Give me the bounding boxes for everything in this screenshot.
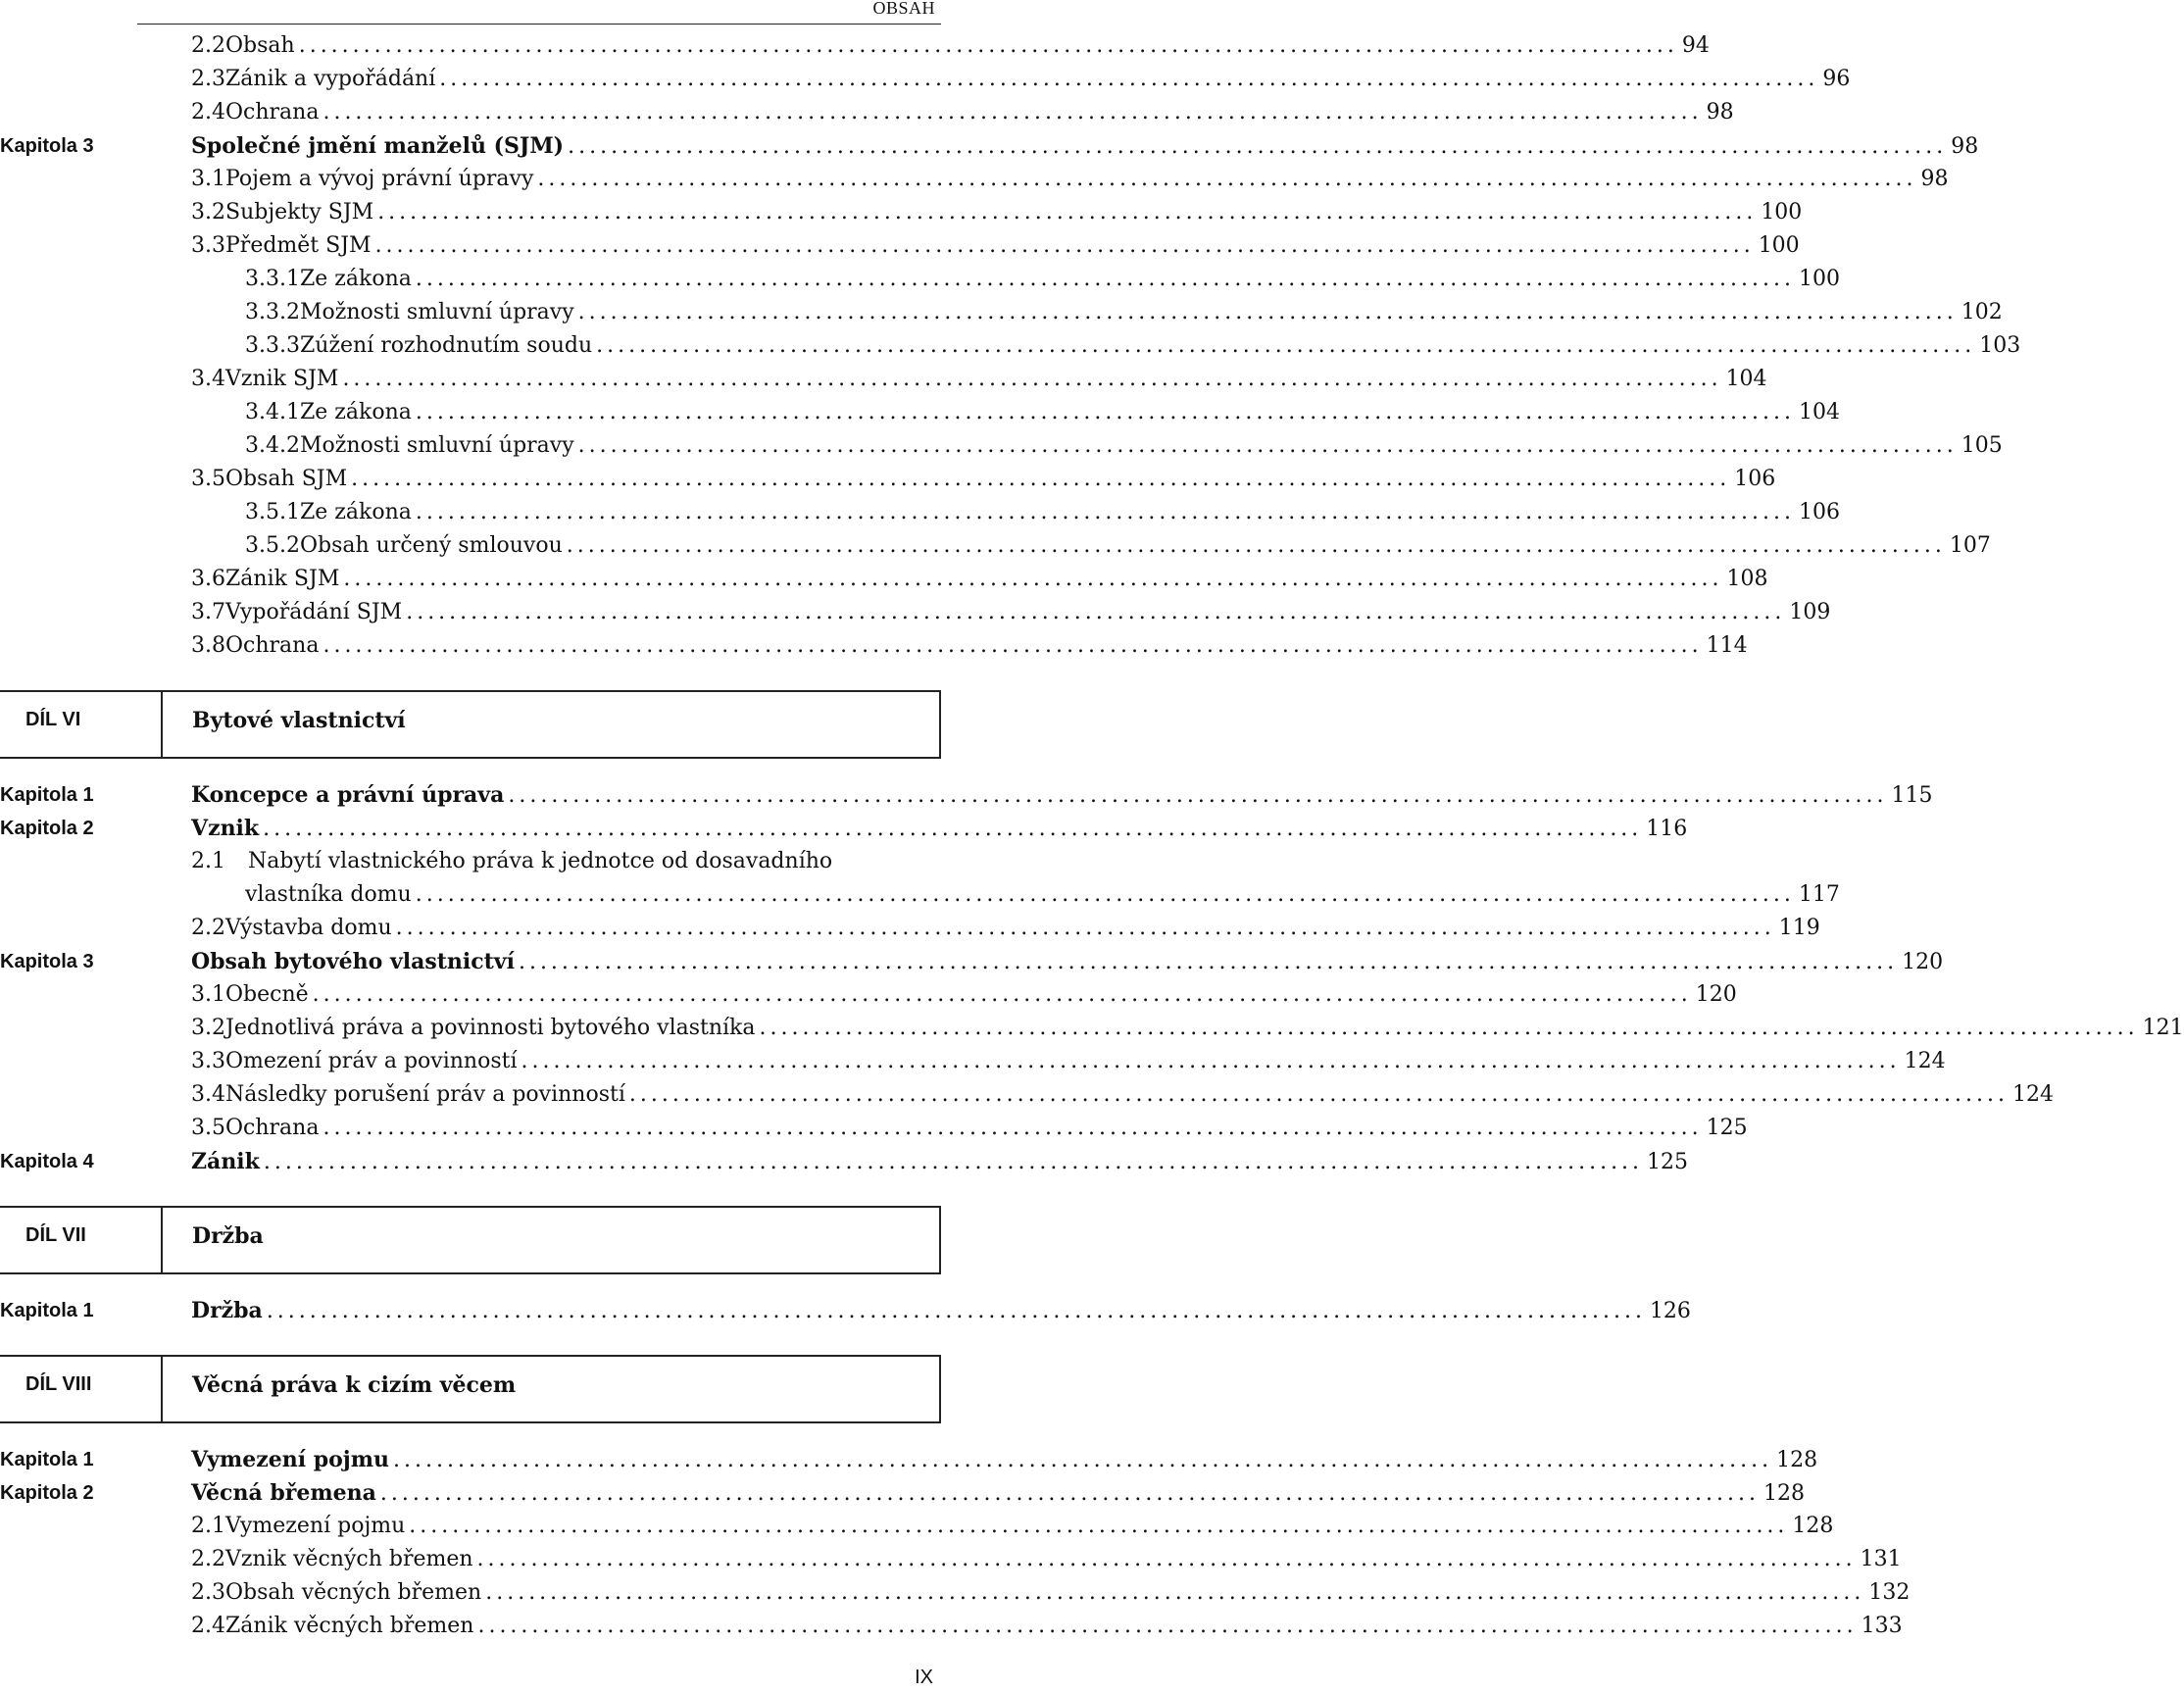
toc-chapter-row[interactable] — [0, 778, 1933, 812]
toc-title: Možnosti smluvní úpravy — [299, 300, 574, 324]
toc-row[interactable] — [0, 1112, 1748, 1145]
toc-row[interactable] — [0, 429, 2003, 463]
leader-dots: ................................................................................................................................ — [518, 950, 1899, 974]
toc-row[interactable] — [0, 845, 941, 878]
toc-number: 2.4 — [191, 1614, 225, 1638]
chapter-title: Koncepce a právní úprava — [191, 782, 505, 808]
toc-number: 3.4.2 — [245, 433, 300, 458]
leader-dots: ................................................................................................................................ — [596, 333, 1976, 358]
toc-number: 3.1 — [191, 982, 225, 1007]
leader-dots: ................................................................................................................................ — [568, 134, 1948, 159]
toc-row[interactable] — [0, 1543, 1902, 1576]
toc-page: 98 — [1920, 167, 1949, 191]
toc-title: Vznik SJM — [225, 367, 339, 391]
toc-page: 104 — [1725, 367, 1767, 391]
leader-dots: ................................................................................................................................ — [415, 882, 1795, 907]
toc-title: Zánik věcných břemen — [225, 1614, 474, 1638]
toc-page: 131 — [1860, 1547, 1902, 1571]
toc-number: 3.4 — [191, 367, 225, 391]
part-heading-box — [0, 690, 941, 759]
leader-dots: ................................................................................................................................ — [476, 1547, 1857, 1571]
toc-chapter-row[interactable] — [0, 129, 1979, 163]
toc-chapter-row[interactable] — [0, 945, 1944, 978]
page-number: IX — [915, 1667, 933, 1688]
toc-number: 3.2 — [191, 200, 225, 224]
toc-row[interactable] — [0, 363, 1767, 396]
toc-number: 3.1 — [191, 167, 225, 191]
toc-title: Zúžení rozhodnutím soudu — [299, 333, 593, 358]
toc-row[interactable] — [0, 1510, 1834, 1543]
leader-dots: ................................................................................................................................ — [395, 916, 1775, 940]
toc-row[interactable] — [0, 1610, 1903, 1643]
toc-number: 2.2 — [191, 916, 225, 940]
leader-dots: ................................................................................................................................ — [415, 267, 1795, 291]
leader-dots: ................................................................................................................................ — [379, 1481, 1760, 1506]
part-divider — [161, 692, 163, 757]
toc-number: 3.4 — [191, 1082, 225, 1107]
toc-row[interactable] — [0, 1012, 2184, 1045]
toc-number: 3.7 — [191, 600, 225, 624]
part-label: DÍL VII — [25, 1224, 86, 1246]
leader-dots: ................................................................................................................................ — [351, 467, 1731, 491]
toc-number: 2.3 — [191, 1580, 225, 1605]
leader-dots: ................................................................................................................................ — [263, 817, 1643, 841]
toc-row[interactable] — [0, 563, 1768, 596]
leader-dots: ................................................................................................................................ — [521, 1049, 1901, 1073]
toc-title: Obecně — [225, 982, 309, 1007]
toc-page: 120 — [1902, 950, 1944, 974]
toc-row[interactable] — [0, 463, 1776, 496]
part-divider — [161, 1208, 163, 1272]
leader-dots: ................................................................................................................................ — [577, 433, 1958, 458]
part-title: Držba — [192, 1223, 264, 1249]
toc-row[interactable] — [0, 163, 1949, 196]
toc-row[interactable] — [0, 329, 2021, 363]
toc-page: 133 — [1861, 1614, 1903, 1638]
toc-title: Ochrana — [225, 1116, 320, 1140]
toc-number: 3.5.2 — [245, 533, 300, 558]
chapter-title: Vznik — [191, 816, 260, 841]
toc-number: 3.3.1 — [245, 267, 300, 291]
toc-title: Omezení práv a povinností — [225, 1049, 518, 1073]
toc-number: 3.5.1 — [245, 500, 300, 524]
toc-chapter-row[interactable] — [0, 1476, 1805, 1510]
toc-page: 120 — [1695, 982, 1737, 1007]
leader-dots: ................................................................................................................................ — [323, 100, 1703, 124]
leader-dots: ................................................................................................................................ — [263, 1150, 1644, 1174]
leader-dots: ................................................................................................................................ — [439, 67, 1819, 91]
part-title: Věcná práva k cizím věcem — [192, 1372, 517, 1398]
toc-number: 3.4.1 — [245, 400, 300, 424]
toc-page: 106 — [1798, 500, 1840, 524]
toc-number: 3.6 — [191, 567, 225, 591]
toc-row[interactable] — [0, 529, 1991, 563]
toc-number: 3.8 — [191, 633, 225, 658]
toc-number: 2.2 — [191, 33, 225, 58]
toc-title: Vznik věcných břemen — [225, 1547, 473, 1571]
toc-title: Výstavba domu — [225, 916, 392, 940]
toc-title: Zánik a vypořádání — [225, 67, 436, 91]
toc-page: 119 — [1778, 916, 1820, 940]
leader-dots: ................................................................................................................................ — [323, 633, 1703, 658]
chapter-title: Vymezení pojmu — [191, 1447, 390, 1472]
chapter-title: Zánik — [191, 1149, 260, 1174]
toc-row-continuation[interactable] — [0, 878, 1840, 912]
chapter-title: Obsah bytového vlastnictví — [191, 949, 515, 974]
toc-chapter-row[interactable] — [0, 1443, 1818, 1476]
toc-title: Ze zákona — [299, 400, 412, 424]
toc-title: Pojem a vývoj právní úpravy — [225, 167, 534, 191]
leader-dots: ................................................................................................................................ — [323, 1116, 1703, 1140]
chapter-label: Kapitola 3 — [0, 951, 94, 972]
toc-title: Ochrana — [225, 633, 320, 658]
leader-dots: ................................................................................................................................ — [409, 1514, 1789, 1538]
leader-dots: ................................................................................................................................ — [343, 567, 1723, 591]
chapter-label: Kapitola 1 — [0, 1449, 94, 1470]
toc-page: 104 — [1798, 400, 1840, 424]
toc-row[interactable] — [0, 29, 1710, 63]
toc-number: 2.3 — [191, 67, 225, 91]
toc-title: Obsah věcných břemen — [225, 1580, 482, 1605]
toc-number: 3.3 — [191, 1049, 225, 1073]
toc-page: 102 — [1961, 300, 2003, 324]
toc-page: 105 — [1961, 433, 2003, 458]
header-rule — [137, 24, 941, 25]
toc-page: 126 — [1649, 1299, 1691, 1323]
toc-title: Ze zákona — [299, 267, 412, 291]
toc-row[interactable] — [0, 496, 1840, 529]
toc-page: 100 — [1758, 233, 1800, 258]
toc-number: 3.2 — [191, 1016, 225, 1040]
toc-number: 2.1 — [191, 1514, 225, 1538]
toc-number: 2.1 — [191, 849, 225, 873]
part-divider — [161, 1357, 163, 1421]
toc-number: 2.4 — [191, 100, 225, 124]
toc-page: 117 — [1798, 882, 1840, 907]
leader-dots: ................................................................................................................................ — [537, 167, 1917, 191]
leader-dots: ................................................................................................................................ — [393, 1448, 1773, 1472]
leader-dots: ................................................................................................................................ — [577, 300, 1958, 324]
chapter-title: Společné jmění manželů (SJM) — [191, 133, 565, 159]
chapter-title: Držba — [191, 1298, 263, 1323]
toc-page: 94 — [1681, 33, 1710, 58]
leader-dots: ................................................................................................................................ — [566, 533, 1946, 558]
toc-number: 2.2 — [191, 1547, 225, 1571]
toc-title: Vypořádání SJM — [225, 600, 403, 624]
chapter-label: Kapitola 3 — [0, 135, 94, 157]
toc-page: 100 — [1798, 267, 1840, 291]
table-of-contents — [0, 29, 2184, 1643]
toc-row[interactable] — [0, 96, 1734, 129]
part-title: Bytové vlastnictví — [192, 708, 406, 733]
chapter-title: Věcná břemena — [191, 1480, 376, 1506]
toc-page: 98 — [1706, 100, 1734, 124]
toc-row[interactable] — [0, 912, 1820, 945]
toc-chapter-row[interactable] — [0, 812, 1688, 845]
toc-title: Subjekty SJM — [225, 200, 374, 224]
leader-dots: ................................................................................................................................ — [374, 233, 1755, 258]
toc-row[interactable] — [0, 229, 1800, 263]
toc-row[interactable] — [0, 396, 1840, 429]
part-heading-box — [0, 1355, 941, 1423]
toc-number: 3.3 — [191, 233, 225, 258]
toc-title: Předmět SJM — [225, 233, 372, 258]
toc-page: 114 — [1706, 633, 1748, 658]
toc-page: 116 — [1646, 817, 1688, 841]
leader-dots: ................................................................................................................................ — [477, 1614, 1858, 1638]
toc-page: 107 — [1949, 533, 1991, 558]
toc-title: Následky porušení práv a povinností — [225, 1082, 625, 1107]
toc-number: 3.3.3 — [245, 333, 300, 358]
leader-dots: ................................................................................................................................ — [415, 500, 1795, 524]
toc-title: Jednotlivá práva a povinnosti bytového vlastníka — [225, 1016, 756, 1040]
leader-dots: ................................................................................................................................ — [508, 783, 1888, 808]
toc-number: 3.5 — [191, 467, 225, 491]
leader-dots: ................................................................................................................................ — [406, 600, 1786, 624]
toc-page: 125 — [1647, 1150, 1689, 1174]
toc-page: 115 — [1891, 783, 1933, 808]
toc-row[interactable] — [0, 196, 1803, 229]
toc-page: 108 — [1726, 567, 1768, 591]
toc-page: 132 — [1868, 1580, 1911, 1605]
toc-page: 106 — [1734, 467, 1776, 491]
leader-dots: ................................................................................................................................ — [266, 1299, 1646, 1323]
part-heading-box — [0, 1206, 941, 1274]
leader-dots: ................................................................................................................................ — [485, 1580, 1865, 1605]
leader-dots: ................................................................................................................................ — [415, 400, 1795, 424]
toc-title: Ze zákona — [299, 500, 412, 524]
toc-page: 96 — [1822, 67, 1851, 91]
toc-number: 3.3.2 — [245, 300, 300, 324]
toc-row[interactable] — [0, 629, 1748, 663]
toc-page: 121 — [2142, 1016, 2184, 1040]
toc-title: Možnosti smluvní úpravy — [299, 433, 574, 458]
toc-title: vlastníka domu — [245, 882, 412, 907]
toc-row[interactable] — [0, 1576, 1911, 1610]
leader-dots: ................................................................................................................................ — [377, 200, 1758, 224]
toc-title: Obsah SJM — [225, 467, 348, 491]
chapter-label: Kapitola 1 — [0, 784, 94, 806]
toc-row[interactable] — [0, 63, 1851, 96]
toc-title: Obsah — [225, 33, 295, 58]
toc-page: 125 — [1706, 1116, 1748, 1140]
toc-row[interactable] — [0, 978, 1737, 1012]
toc-chapter-row[interactable] — [0, 1145, 1689, 1178]
part-label: DÍL VI — [25, 709, 81, 730]
leader-dots: ................................................................................................................................ — [312, 982, 1692, 1007]
toc-row[interactable] — [0, 1078, 2054, 1112]
toc-chapter-row[interactable] — [0, 1294, 1691, 1327]
toc-page: 124 — [2011, 1082, 2054, 1107]
leader-dots: ................................................................................................................................ — [759, 1016, 2139, 1040]
toc-row[interactable] — [0, 596, 1831, 629]
toc-title: Ochrana — [225, 100, 320, 124]
toc-page: 128 — [1776, 1448, 1818, 1472]
toc-page: 124 — [1904, 1049, 1946, 1073]
toc-row[interactable] — [0, 263, 1840, 296]
toc-title: Nabytí vlastnického práva k jednotce od dosavadního — [248, 849, 833, 873]
leader-dots: ................................................................................................................................ — [628, 1082, 2009, 1107]
chapter-label: Kapitola 2 — [0, 818, 94, 839]
toc-number: 3.5 — [191, 1116, 225, 1140]
chapter-label: Kapitola 1 — [0, 1300, 94, 1321]
chapter-label: Kapitola 4 — [0, 1151, 94, 1172]
leader-dots: ................................................................................................................................ — [298, 33, 1678, 58]
part-label: DÍL VIII — [25, 1373, 92, 1395]
toc-page: 100 — [1761, 200, 1803, 224]
toc-row[interactable] — [0, 296, 2003, 329]
toc-row[interactable] — [0, 1045, 1946, 1078]
running-header-title: OBSAH — [872, 0, 935, 18]
toc-page: 128 — [1762, 1481, 1805, 1506]
toc-title: Zánik SJM — [225, 567, 340, 591]
toc-title: Vymezení pojmu — [225, 1514, 406, 1538]
toc-page: 103 — [1979, 333, 2021, 358]
toc-title: Obsah určený smlouvou — [299, 533, 563, 558]
chapter-label: Kapitola 2 — [0, 1482, 94, 1504]
toc-page: 128 — [1792, 1514, 1834, 1538]
leader-dots: ................................................................................................................................ — [342, 367, 1722, 391]
toc-page: 98 — [1951, 134, 1979, 159]
toc-page: 109 — [1789, 600, 1831, 624]
